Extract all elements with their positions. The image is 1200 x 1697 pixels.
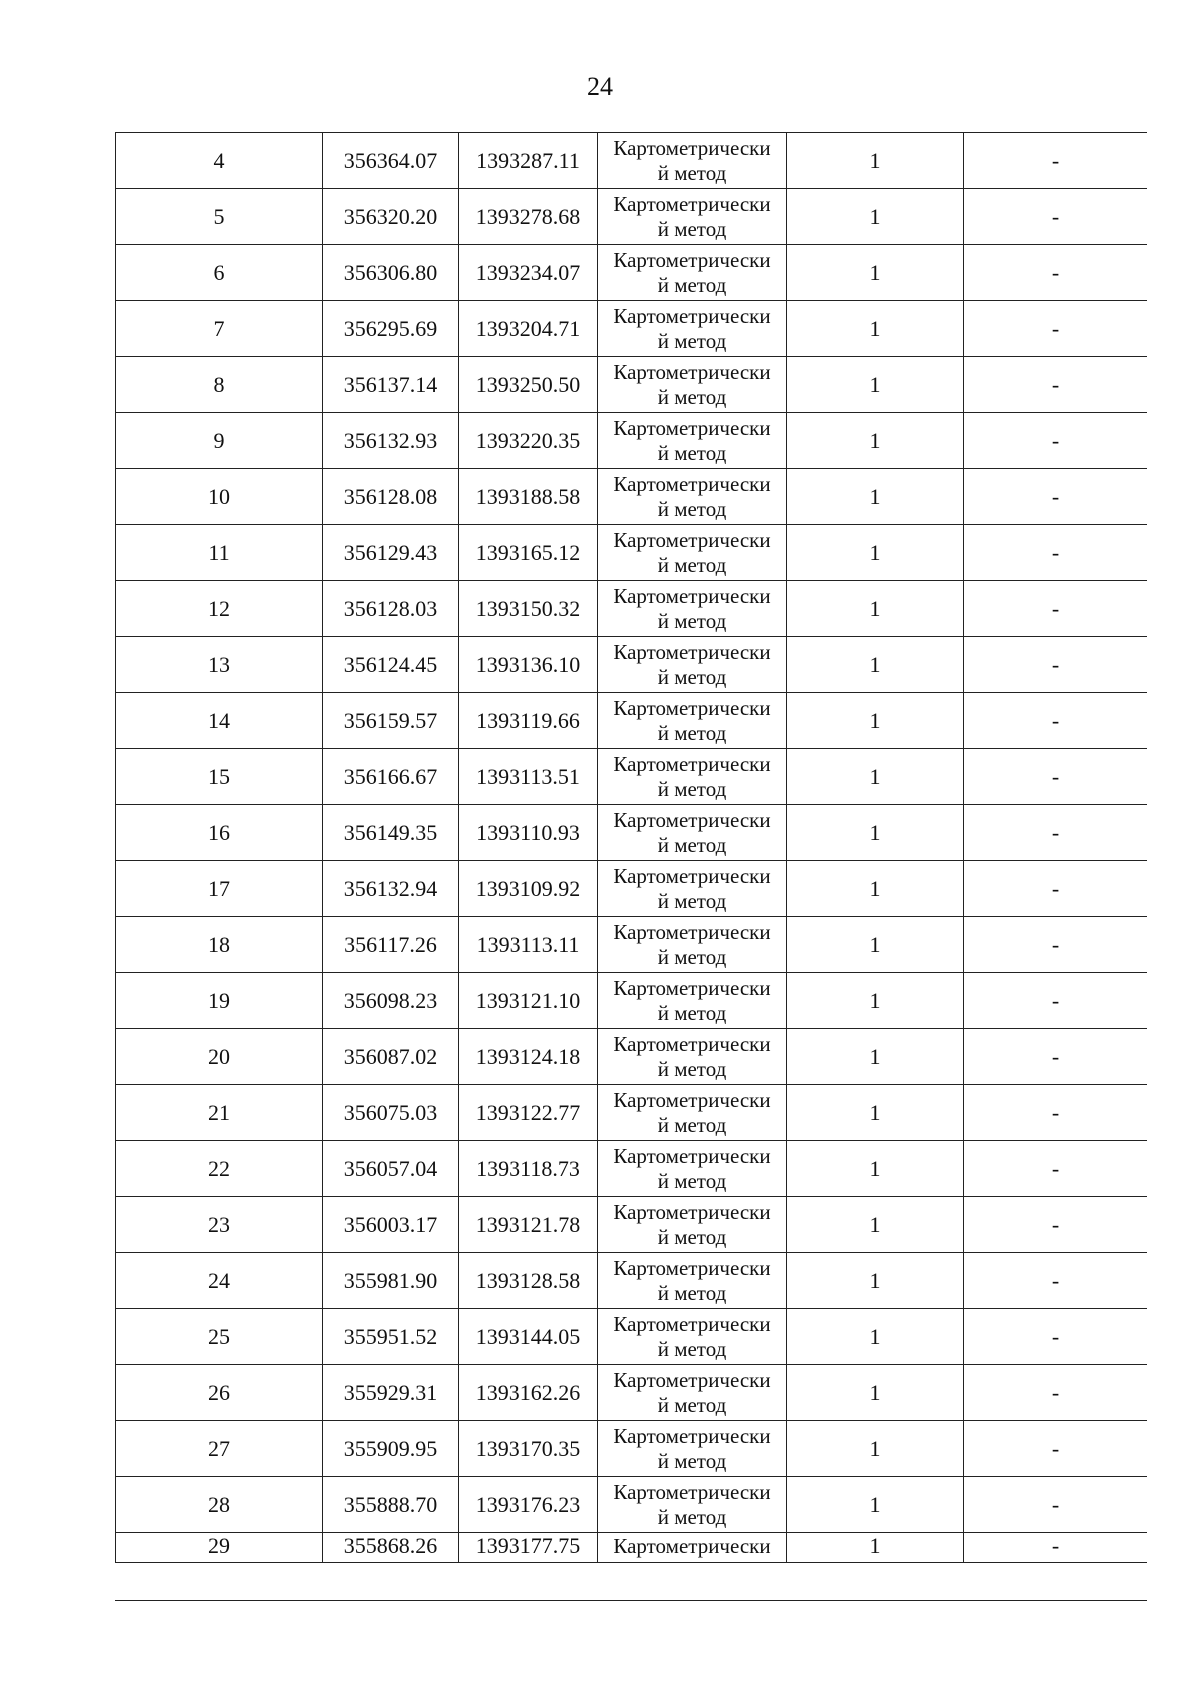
- note-cell: -: [964, 301, 1148, 357]
- method-cell: Картометрически й метод: [598, 1421, 787, 1477]
- y-coordinate-cell: 1393188.58: [459, 469, 598, 525]
- method-cell: Картометрически й метод: [598, 357, 787, 413]
- accuracy-cell: 1: [787, 189, 964, 245]
- x-coordinate-cell: 356364.07: [323, 133, 459, 189]
- method-cell: Картометрически й метод: [598, 1141, 787, 1197]
- y-coordinate-cell: 1393113.11: [459, 917, 598, 973]
- accuracy-cell: 1: [787, 469, 964, 525]
- x-coordinate-cell: 356087.02: [323, 1029, 459, 1085]
- accuracy-cell: 1: [787, 693, 964, 749]
- accuracy-cell: 1: [787, 245, 964, 301]
- point-number-cell: 18: [116, 917, 323, 973]
- x-coordinate-cell: 356295.69: [323, 301, 459, 357]
- method-cell: Картометрически й метод: [598, 469, 787, 525]
- accuracy-cell: 1: [787, 1477, 964, 1533]
- table-row: [116, 861, 1148, 917]
- y-coordinate-cell: 1393124.18: [459, 1029, 598, 1085]
- table-row: [116, 581, 1148, 637]
- method-cell: Картометрически й метод: [598, 1085, 787, 1141]
- table-row: [116, 693, 1148, 749]
- accuracy-cell: 1: [787, 1085, 964, 1141]
- point-number-cell: 17: [116, 861, 323, 917]
- point-number-cell: 21: [116, 1085, 323, 1141]
- point-number-cell: 29: [116, 1533, 323, 1563]
- y-coordinate-cell: 1393110.93: [459, 805, 598, 861]
- x-coordinate-cell: 356003.17: [323, 1197, 459, 1253]
- x-coordinate-cell: 355909.95: [323, 1421, 459, 1477]
- note-cell: -: [964, 357, 1148, 413]
- x-coordinate-cell: 356137.14: [323, 357, 459, 413]
- x-coordinate-cell: 356129.43: [323, 525, 459, 581]
- method-cell: Картометрически й метод: [598, 749, 787, 805]
- table-row: [116, 413, 1148, 469]
- x-coordinate-cell: 355888.70: [323, 1477, 459, 1533]
- note-cell: -: [964, 637, 1148, 693]
- x-coordinate-cell: 355981.90: [323, 1253, 459, 1309]
- y-coordinate-cell: 1393128.58: [459, 1253, 598, 1309]
- note-cell: -: [964, 1029, 1148, 1085]
- accuracy-cell: 1: [787, 917, 964, 973]
- accuracy-cell: 1: [787, 525, 964, 581]
- x-coordinate-cell: 355951.52: [323, 1309, 459, 1365]
- table-row: [116, 1365, 1148, 1421]
- x-coordinate-cell: 355929.31: [323, 1365, 459, 1421]
- note-cell: -: [964, 805, 1148, 861]
- note-cell: -: [964, 581, 1148, 637]
- note-cell: -: [964, 693, 1148, 749]
- method-cell: Картометрически й метод: [598, 189, 787, 245]
- y-coordinate-cell: 1393122.77: [459, 1085, 598, 1141]
- table-row: [116, 1477, 1148, 1533]
- note-cell: -: [964, 917, 1148, 973]
- table-row: [116, 301, 1148, 357]
- table-row: [116, 1085, 1148, 1141]
- note-cell: -: [964, 189, 1148, 245]
- accuracy-cell: 1: [787, 749, 964, 805]
- note-cell: -: [964, 525, 1148, 581]
- table-row: [116, 469, 1148, 525]
- x-coordinate-cell: 356132.93: [323, 413, 459, 469]
- x-coordinate-cell: 356320.20: [323, 189, 459, 245]
- point-number-cell: 24: [116, 1253, 323, 1309]
- note-cell: -: [964, 1533, 1148, 1563]
- note-cell: -: [964, 245, 1148, 301]
- method-cell: Картометрически й метод: [598, 413, 787, 469]
- method-cell: Картометрически й метод: [598, 693, 787, 749]
- y-coordinate-cell: 1393287.11: [459, 133, 598, 189]
- table-row: [116, 1029, 1148, 1085]
- method-cell: Картометрически й метод: [598, 1477, 787, 1533]
- method-cell: Картометрически й метод: [598, 917, 787, 973]
- method-cell: Картометрически й метод: [598, 525, 787, 581]
- y-coordinate-cell: 1393121.78: [459, 1197, 598, 1253]
- x-coordinate-cell: 356057.04: [323, 1141, 459, 1197]
- accuracy-cell: 1: [787, 805, 964, 861]
- method-cell: Картометрически й метод: [598, 637, 787, 693]
- y-coordinate-cell: 1393278.68: [459, 189, 598, 245]
- accuracy-cell: 1: [787, 1253, 964, 1309]
- y-coordinate-cell: 1393144.05: [459, 1309, 598, 1365]
- accuracy-cell: 1: [787, 973, 964, 1029]
- method-cell: Картометрически й метод: [598, 1309, 787, 1365]
- method-cell: Картометрически й метод: [598, 245, 787, 301]
- table-row: [116, 1421, 1148, 1477]
- x-coordinate-cell: 356166.67: [323, 749, 459, 805]
- table-row: [116, 1197, 1148, 1253]
- table-row: [116, 917, 1148, 973]
- x-coordinate-cell: 356306.80: [323, 245, 459, 301]
- point-number-cell: 25: [116, 1309, 323, 1365]
- accuracy-cell: 1: [787, 1197, 964, 1253]
- table-row: [116, 1141, 1148, 1197]
- method-cell: Картометрически й метод: [598, 1365, 787, 1421]
- y-coordinate-cell: 1393170.35: [459, 1421, 598, 1477]
- method-cell: Картометрически й метод: [598, 1253, 787, 1309]
- point-number-cell: 27: [116, 1421, 323, 1477]
- table-row: [116, 245, 1148, 301]
- note-cell: -: [964, 1085, 1148, 1141]
- accuracy-cell: 1: [787, 413, 964, 469]
- accuracy-cell: 1: [787, 1029, 964, 1085]
- y-coordinate-cell: 1393136.10: [459, 637, 598, 693]
- note-cell: -: [964, 973, 1148, 1029]
- method-cell: Картометрически й метод: [598, 1029, 787, 1085]
- table-row: [116, 1533, 1148, 1563]
- point-number-cell: 14: [116, 693, 323, 749]
- coordinates-table: [115, 132, 1147, 1563]
- note-cell: -: [964, 133, 1148, 189]
- accuracy-cell: 1: [787, 581, 964, 637]
- point-number-cell: 13: [116, 637, 323, 693]
- x-coordinate-cell: 356124.45: [323, 637, 459, 693]
- x-coordinate-cell: 355868.26: [323, 1533, 459, 1563]
- point-number-cell: 7: [116, 301, 323, 357]
- table-row: [116, 357, 1148, 413]
- note-cell: -: [964, 469, 1148, 525]
- y-coordinate-cell: 1393119.66: [459, 693, 598, 749]
- method-cell: Картометрически й метод: [598, 133, 787, 189]
- point-number-cell: 15: [116, 749, 323, 805]
- y-coordinate-cell: 1393121.10: [459, 973, 598, 1029]
- x-coordinate-cell: 356075.03: [323, 1085, 459, 1141]
- x-coordinate-cell: 356128.08: [323, 469, 459, 525]
- table-row: [116, 1309, 1148, 1365]
- table-row: [116, 749, 1148, 805]
- point-number-cell: 10: [116, 469, 323, 525]
- point-number-cell: 9: [116, 413, 323, 469]
- y-coordinate-cell: 1393113.51: [459, 749, 598, 805]
- accuracy-cell: 1: [787, 357, 964, 413]
- method-cell: Картометрически й метод: [598, 805, 787, 861]
- y-coordinate-cell: 1393165.12: [459, 525, 598, 581]
- method-cell: Картометрически й метод: [598, 301, 787, 357]
- y-coordinate-cell: 1393177.75: [459, 1533, 598, 1563]
- table-row: [116, 637, 1148, 693]
- x-coordinate-cell: 356117.26: [323, 917, 459, 973]
- x-coordinate-cell: 356149.35: [323, 805, 459, 861]
- y-coordinate-cell: 1393250.50: [459, 357, 598, 413]
- note-cell: -: [964, 1365, 1148, 1421]
- x-coordinate-cell: 356098.23: [323, 973, 459, 1029]
- table-body: [116, 133, 1148, 1563]
- accuracy-cell: 1: [787, 637, 964, 693]
- point-number-cell: 23: [116, 1197, 323, 1253]
- y-coordinate-cell: 1393234.07: [459, 245, 598, 301]
- y-coordinate-cell: 1393118.73: [459, 1141, 598, 1197]
- note-cell: -: [964, 1253, 1148, 1309]
- table-row: [116, 805, 1148, 861]
- x-coordinate-cell: 356128.03: [323, 581, 459, 637]
- point-number-cell: 22: [116, 1141, 323, 1197]
- y-coordinate-cell: 1393176.23: [459, 1477, 598, 1533]
- note-cell: -: [964, 1197, 1148, 1253]
- method-cell: Картометрически й метод: [598, 861, 787, 917]
- method-cell: Картометрически й метод: [598, 581, 787, 637]
- accuracy-cell: 1: [787, 861, 964, 917]
- y-coordinate-cell: 1393109.92: [459, 861, 598, 917]
- accuracy-cell: 1: [787, 1421, 964, 1477]
- point-number-cell: 4: [116, 133, 323, 189]
- accuracy-cell: 1: [787, 1141, 964, 1197]
- page-number: 24: [587, 72, 613, 101]
- point-number-cell: 8: [116, 357, 323, 413]
- accuracy-cell: 1: [787, 1533, 964, 1563]
- point-number-cell: 19: [116, 973, 323, 1029]
- note-cell: -: [964, 749, 1148, 805]
- method-cell: Картометрически: [598, 1533, 787, 1563]
- table-row: [116, 133, 1148, 189]
- table-row: [116, 525, 1148, 581]
- point-number-cell: 20: [116, 1029, 323, 1085]
- y-coordinate-cell: 1393204.71: [459, 301, 598, 357]
- x-coordinate-cell: 356159.57: [323, 693, 459, 749]
- method-cell: Картометрически й метод: [598, 973, 787, 1029]
- point-number-cell: 11: [116, 525, 323, 581]
- point-number-cell: 26: [116, 1365, 323, 1421]
- note-cell: -: [964, 861, 1148, 917]
- table-row: [116, 973, 1148, 1029]
- y-coordinate-cell: 1393220.35: [459, 413, 598, 469]
- accuracy-cell: 1: [787, 1365, 964, 1421]
- note-cell: -: [964, 413, 1148, 469]
- point-number-cell: 16: [116, 805, 323, 861]
- point-number-cell: 12: [116, 581, 323, 637]
- note-cell: -: [964, 1141, 1148, 1197]
- note-cell: -: [964, 1477, 1148, 1533]
- point-number-cell: 6: [116, 245, 323, 301]
- accuracy-cell: 1: [787, 301, 964, 357]
- method-cell: Картометрически й метод: [598, 1197, 787, 1253]
- table-row: [116, 1253, 1148, 1309]
- x-coordinate-cell: 356132.94: [323, 861, 459, 917]
- coordinates-table-container: [115, 132, 1147, 1601]
- y-coordinate-cell: 1393162.26: [459, 1365, 598, 1421]
- table-row: [116, 189, 1148, 245]
- point-number-cell: 28: [116, 1477, 323, 1533]
- note-cell: -: [964, 1309, 1148, 1365]
- note-cell: -: [964, 1421, 1148, 1477]
- point-number-cell: 5: [116, 189, 323, 245]
- accuracy-cell: 1: [787, 1309, 964, 1365]
- accuracy-cell: 1: [787, 133, 964, 189]
- y-coordinate-cell: 1393150.32: [459, 581, 598, 637]
